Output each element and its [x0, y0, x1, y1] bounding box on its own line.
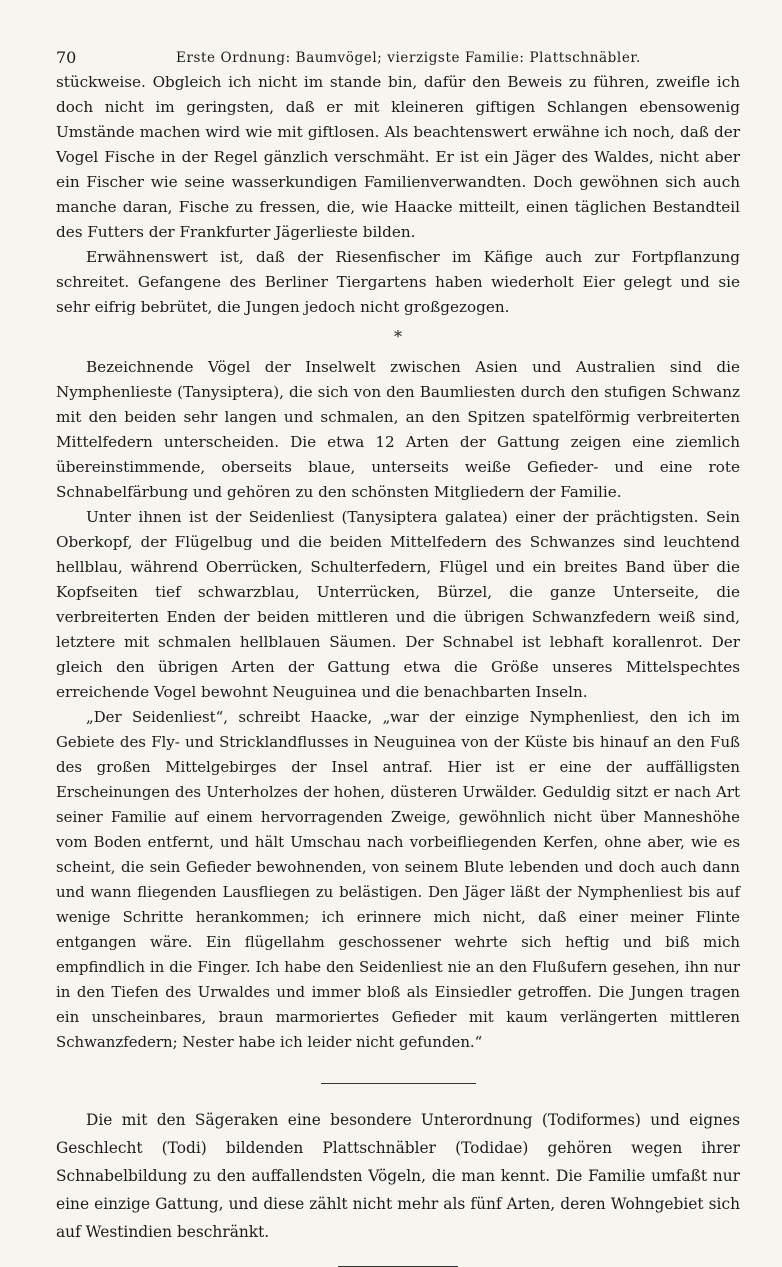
main-text — [56, 70, 740, 1055]
section-rule — [321, 1083, 476, 1084]
paragraph-continuation: stückweise. Obgleich ich nicht im stande bin, dafür den Beweis zu führen, zweifle ich doch nicht im geringsten, daß er mit kleineren giftigen Schlangen ebensowenig Umstände machen wird wie mit giftlosen. Als beachtenswert erwähne ich noch, daß der Vogel Fische in der Regel gänzlich verschmäht. Er ist ein Jäger des Waldes, nicht aber ein Fischer wie seine wasserkundigen Familienverwandten. Doch gewöhnen sich auch manche daran, Fische zu fressen, die, wie Haacke mitteilt, einen täglichen Bestandteil des Futters der Frankfurter Jägerlieste bilden. — [56, 73, 740, 241]
paragraph-captive-breeding: Erwähnenswert ist, daß der Riesenfischer im Käfige auch zur Fortpflanzung schreitet. Gefangene des Berliner Tiergartens haben wiederholt Eier gelegt und sie sehr eifrig bebrütet, die Jungen jedoch nicht großgezogen. — [56, 248, 740, 316]
page-header — [56, 44, 740, 70]
paragraph-seidenliest: Unter ihnen ist der Seidenliest (Tanysiptera galatea) einer der prächtigsten. Sein Oberkopf, der Flügelbug und die beiden Mittelfedern des Schwanzes sind leuchtend hellblau, während Oberrücken, Schulterfedern, Flügel und ein breites Band über die Kopfseiten tief schwarzblau, Unterrücken, Bürzel, die ganze Unterseite, die verbreiterten Enden der beiden mittleren und die übrigen Schwanzfedern weiß sind, letztere mit schmalen hellblauen Säumen. Der Schnabel ist lebhaft korallenrot. Der gleich den übrigen Arten der Gattung etwa die Größe unseres Mittelspechtes erreichende Vogel bewohnt Neuguinea und die benachbarten Inseln. — [56, 508, 740, 701]
paragraph-todidae: Die mit den Sägeraken eine besondere Unterordnung (Todiformes) und eignes Geschlecht (Todi) bildenden Plattschnäbler (Todidae) gehören wegen ihrer Schnabelbildung zu den auffallendsten Vögeln, die man kennt. Die Familie umfaßt nur eine einzige Gattung, und diese zählt nicht mehr als fünf Arten, deren Wohngebiet sich auf Westindien beschränkt. — [56, 1111, 740, 1241]
page-number: 70 — [56, 48, 77, 67]
section-divider-asterisk: * — [394, 327, 402, 346]
running-head: Erste Ordnung: Baumvögel; vierzigste Familie: Plattschnäbler. — [176, 50, 641, 66]
paragraph-haacke-quote: „Der Seidenliest“, schreibt Haacke, „war der einzige Nymphenliest, den ich im Gebiete des Fly- und Stricklandflusses in Neuguinea von der Küste bis hinauf an den Fuß des großen Mittelgebirges der Insel antraf. Hier ist er eine der auffälligsten Erscheinungen des Unterholzes der hohen, düsteren Urwälder. Geduldig sitzt er nach Art seiner Familie auf einem hervorragenden Zweige, gewöhnlich nicht über Manneshöhe vom Boden entfernt, und hält Umschau nach vorbeifliegenden Kerfen, ohne aber, wie es scheint, die sein Gefieder bewohnenden, von seinem Blute lebenden und doch auch dann und wann fliegenden Lausfliegen zu belästigen. Den Jäger läßt der Nymphenliest bis auf wenige Schritte herankommen; ich erinnere mich nicht, daß einer meiner Flinte entgangen wäre. Ein flügellahm geschossener wehrte sich heftig und biß mich empfindlich in die Finger. Ich habe den Seidenliest nie an den Flußufern gesehen, ihn nur in den Tiefen des Urwaldes und immer bloß als Einsiedler getroffen. Die Jungen tragen ein unscheinbares, braun marmoriertes Gefieder mit kaum verlängerten mittleren Schwanzfedern; Nester habe ich leider nicht gefunden.“ — [56, 708, 740, 1051]
paragraph-tanysiptera: Bezeichnende Vögel der Inselwelt zwischen Asien und Australien sind die Nymphenlieste (Tanysiptera), die sich von den Baumliesten durch den stufigen Schwanz mit den beiden sehr langen und schmalen, an den Spitzen spatelförmig verbreiterten Mittelfedern unterscheiden. Die etwa 12 Arten der Gattung zeigen eine ziemlich übereinstimmende, oberseits blaue, unterseits weiße Gefieder- und eine rote Schnabelfärbung und gehören zu den schönsten Mitgliedern der Familie. — [56, 358, 740, 501]
family-intro-text — [56, 1106, 740, 1246]
